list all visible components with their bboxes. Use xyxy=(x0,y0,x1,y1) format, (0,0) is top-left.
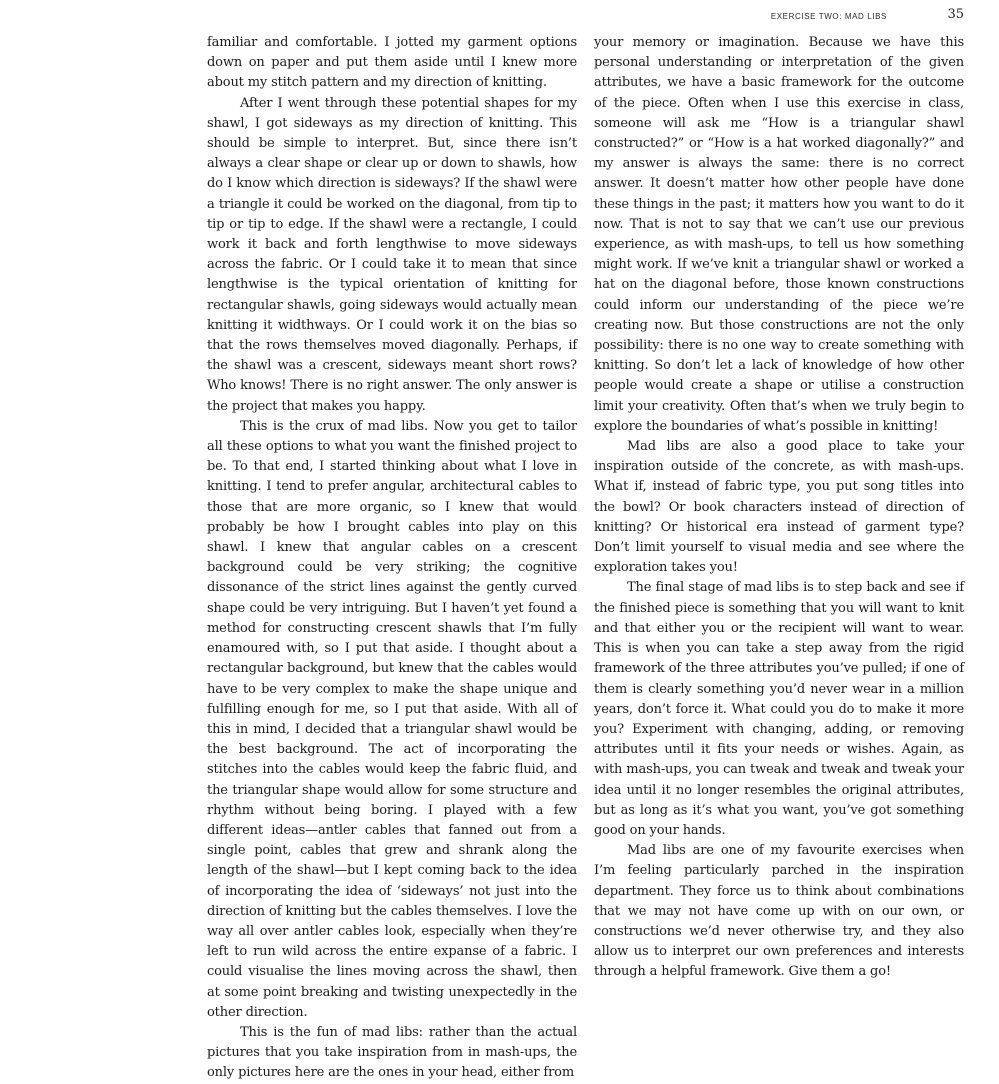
paragraph: familiar and comfortable. I jotted my garment options down on paper and put them aside until I knew more about my stitch pattern and my direction of knitting. xyxy=(207,35,577,91)
paragraph: This is the crux of mad libs. Now you get to tailor all these options to what you want the finished project to be. To that end, I started thinking about what I love in knitting. I tend to prefer angular, architectural cables to those that are more organic, so I knew that would probably be how I brought cables into play on this shawl. I knew that angular cables on a crescent background could be very striking; the cognitive dissonance of the strict lines against the gently curved shape could be very intriguing. But I haven’t yet found a method for constructing crescent shawls that I’m fully enamoured with, so I put that aside. I thought about a rectangular background, but knew that the cables would have to be very complex to make the shape unique and fulfilling enough for me, so I put that aside. With all of this in mind, I decided that a triangular shawl would be the best background. The act of incorporating the stitches into the cables would keep the fabric fluid, and the triangular shape would allow for some structure and rhythm without being boring. I played with a few different ideas—antler cables that fanned out from a single point, cables that grew and shrank along the length of the shawl—but I kept coming back to the idea of incorporating the idea of ‘sideways’ not just into the direction of knitting but the cables themselves. I love the way all over antler cables look, especially when they’re left to run wild across the entire expanse of a fabric. I could visualise the lines moving across the shawl, then at some point breaking and twisting unexpectedly in the other direction. xyxy=(207,418,577,1020)
right-text-column xyxy=(594,33,964,983)
running-head xyxy=(600,7,964,25)
paragraph: After I went through these potential shapes for my shawl, I got sideways as my direction of knitting. This should be simple to interpret. But, since there isn’t always a clear shape or clear up or down to shawls, how do I know which direction is sideways? If the shawl were a triangle it could be worked on the diagonal, from tip to tip or tip to edge. If the shawl were a rectangle, I could work it back and forth lengthwise to move sideways across the fabric. Or I could take it to mean that since lengthwise is the typical orientation of knitting for rectangular shawls, going sideways would actually mean knitting it widthways. Or I could work it on the bias so that the rows themselves moved diagonally. Perhaps, if the shawl was a crescent, sideways meant short rows? Who knows! There is no right answer. The only answer is the project that makes you happy. xyxy=(207,95,577,414)
left-text-column xyxy=(207,33,577,1084)
paragraph: your memory or imagination. Because we have this personal understanding or interpretation of the given attributes, we have a basic framework for the outcome of the piece. Often when I use this exercise in class, someone will ask me “How is a triangular shawl constructed?” or “How is a hat worked diagonally?” and my answer is always the same: there is no correct answer. It doesn’t matter how other people have done these things in the past; it matters how you want to do it now. That is not to say that we can’t use our previous experience, as with mash-ups, to tell us how something might work. If we’ve knit a triangular shawl or worked a hat on the diagonal before, those known constructions could inform our understanding of the piece we’re creating now. But those constructions are not the only possibility: there is no one way to create something with knitting. So don’t let a lack of knowledge of how other people would create a shape or utilise a construction limit your creativity. Often that’s when we truly begin to explore the boundaries of what’s possible in knitting! xyxy=(594,35,964,434)
paragraph: Mad libs are also a good place to take your inspiration outside of the concrete, as with mash-ups. What if, instead of fabric type, you put song titles into the bowl? Or book characters instead of direction of knitting? Or historical era instead of garment type? Don’t limit yourself to visual media and see where the exploration takes you! xyxy=(594,439,964,576)
page-number: 35 xyxy=(947,7,964,22)
paragraph: Mad libs are one of my favourite exercises when I’m feeling particularly parched in the inspiration department. They force us to think about combinations that we may not have come up with on our own, or constructions we’d never otherwise try, and they also allow us to interpret our own preferences and interests through a helpful framework. Give them a go! xyxy=(594,843,964,980)
paragraph: The final stage of mad libs is to step back and see if the finished piece is something that you will want to knit and that either you or the recipient will want to wear. This is when you can take a step away from the rigid framework of the three attributes you’ve pulled; if one of them is clearly something you’d never wear in a million years, don’t force it. What could you do to make it more you? Experiment with changing, adding, or removing attributes until it fits your needs or wishes. Again, as with mash-ups, you can tweak and tweak and tweak your idea until it no longer resembles the original attributes, but as long as it’s what you want, you’ve got something good on your hands. xyxy=(594,580,964,838)
section-title: EXERCISE TWO: MAD LIBS xyxy=(770,12,887,21)
paragraph: This is the fun of mad libs: rather than the actual pictures that you take inspiration from in mash-ups, the only pictures here are the ones in your head, either from xyxy=(207,1024,577,1081)
